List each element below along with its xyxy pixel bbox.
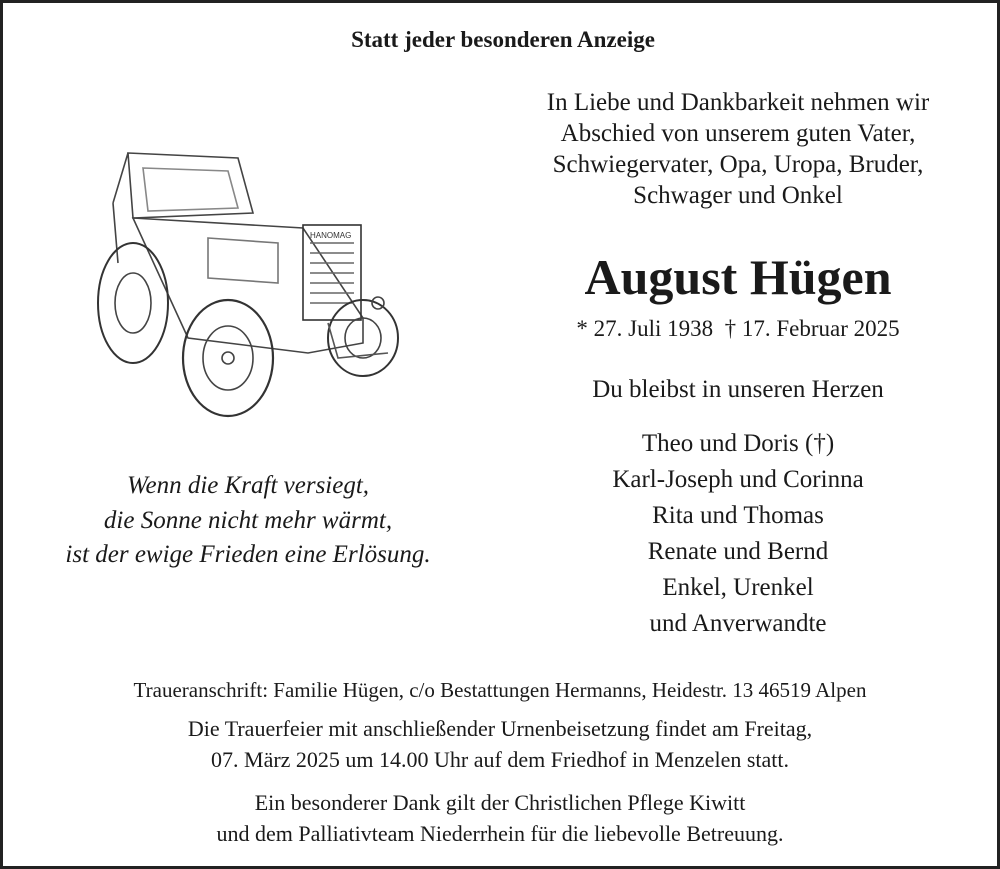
thanks-line: Ein besonderer Dank gilt der Christlichen Pflege Kiwitt bbox=[254, 790, 746, 815]
svg-text:HANOMAG: HANOMAG bbox=[310, 231, 352, 240]
header: Statt jeder besonderen Anzeige bbox=[351, 27, 655, 52]
ceremony-line: 07. März 2025 um 14.00 Uhr auf dem Friedhof in Menzelen statt. bbox=[211, 747, 789, 772]
life-dates: * 27. Juli 1938 † 17. Februar 2025 bbox=[576, 316, 900, 341]
mourner: Enkel, Urenkel bbox=[662, 574, 814, 601]
quote-line: ist der ewige Frieden eine Erlösung. bbox=[65, 541, 431, 568]
motto: Du bleibst in unseren Herzen bbox=[592, 376, 884, 403]
intro-line: Abschied von unserem guten Vater, bbox=[560, 120, 916, 147]
ceremony-line: Die Trauerfeier mit anschließender Urnenbeisetzung findet am Freitag, bbox=[187, 716, 813, 741]
mourner: Theo und Doris (†) bbox=[641, 430, 835, 457]
intro-line: In Liebe und Dankbarkeit nehmen wir bbox=[546, 89, 930, 116]
thanks-line: und dem Palliativteam Niederrhein für die liebevolle Betreuung. bbox=[216, 821, 784, 846]
mourner: Renate und Bernd bbox=[647, 538, 829, 565]
deceased-name: August Hügen bbox=[584, 249, 892, 305]
mourner: Rita und Thomas bbox=[652, 502, 824, 529]
address: Traueranschrift: Familie Hügen, c/o Bestattungen Hermanns, Heidestr. 13 46519 Alpen bbox=[133, 678, 867, 702]
intro-line: Schwager und Onkel bbox=[633, 182, 843, 209]
quote-line: Wenn die Kraft versiegt, bbox=[126, 472, 370, 499]
mourner: Karl-Joseph und Corinna bbox=[612, 466, 864, 493]
intro-line: Schwiegervater, Opa, Uropa, Bruder, bbox=[552, 151, 924, 178]
tractor-sketch-icon bbox=[88, 143, 408, 423]
mourner: und Anverwandte bbox=[649, 610, 827, 637]
quote-line: die Sonne nicht mehr wärmt, bbox=[103, 507, 393, 534]
